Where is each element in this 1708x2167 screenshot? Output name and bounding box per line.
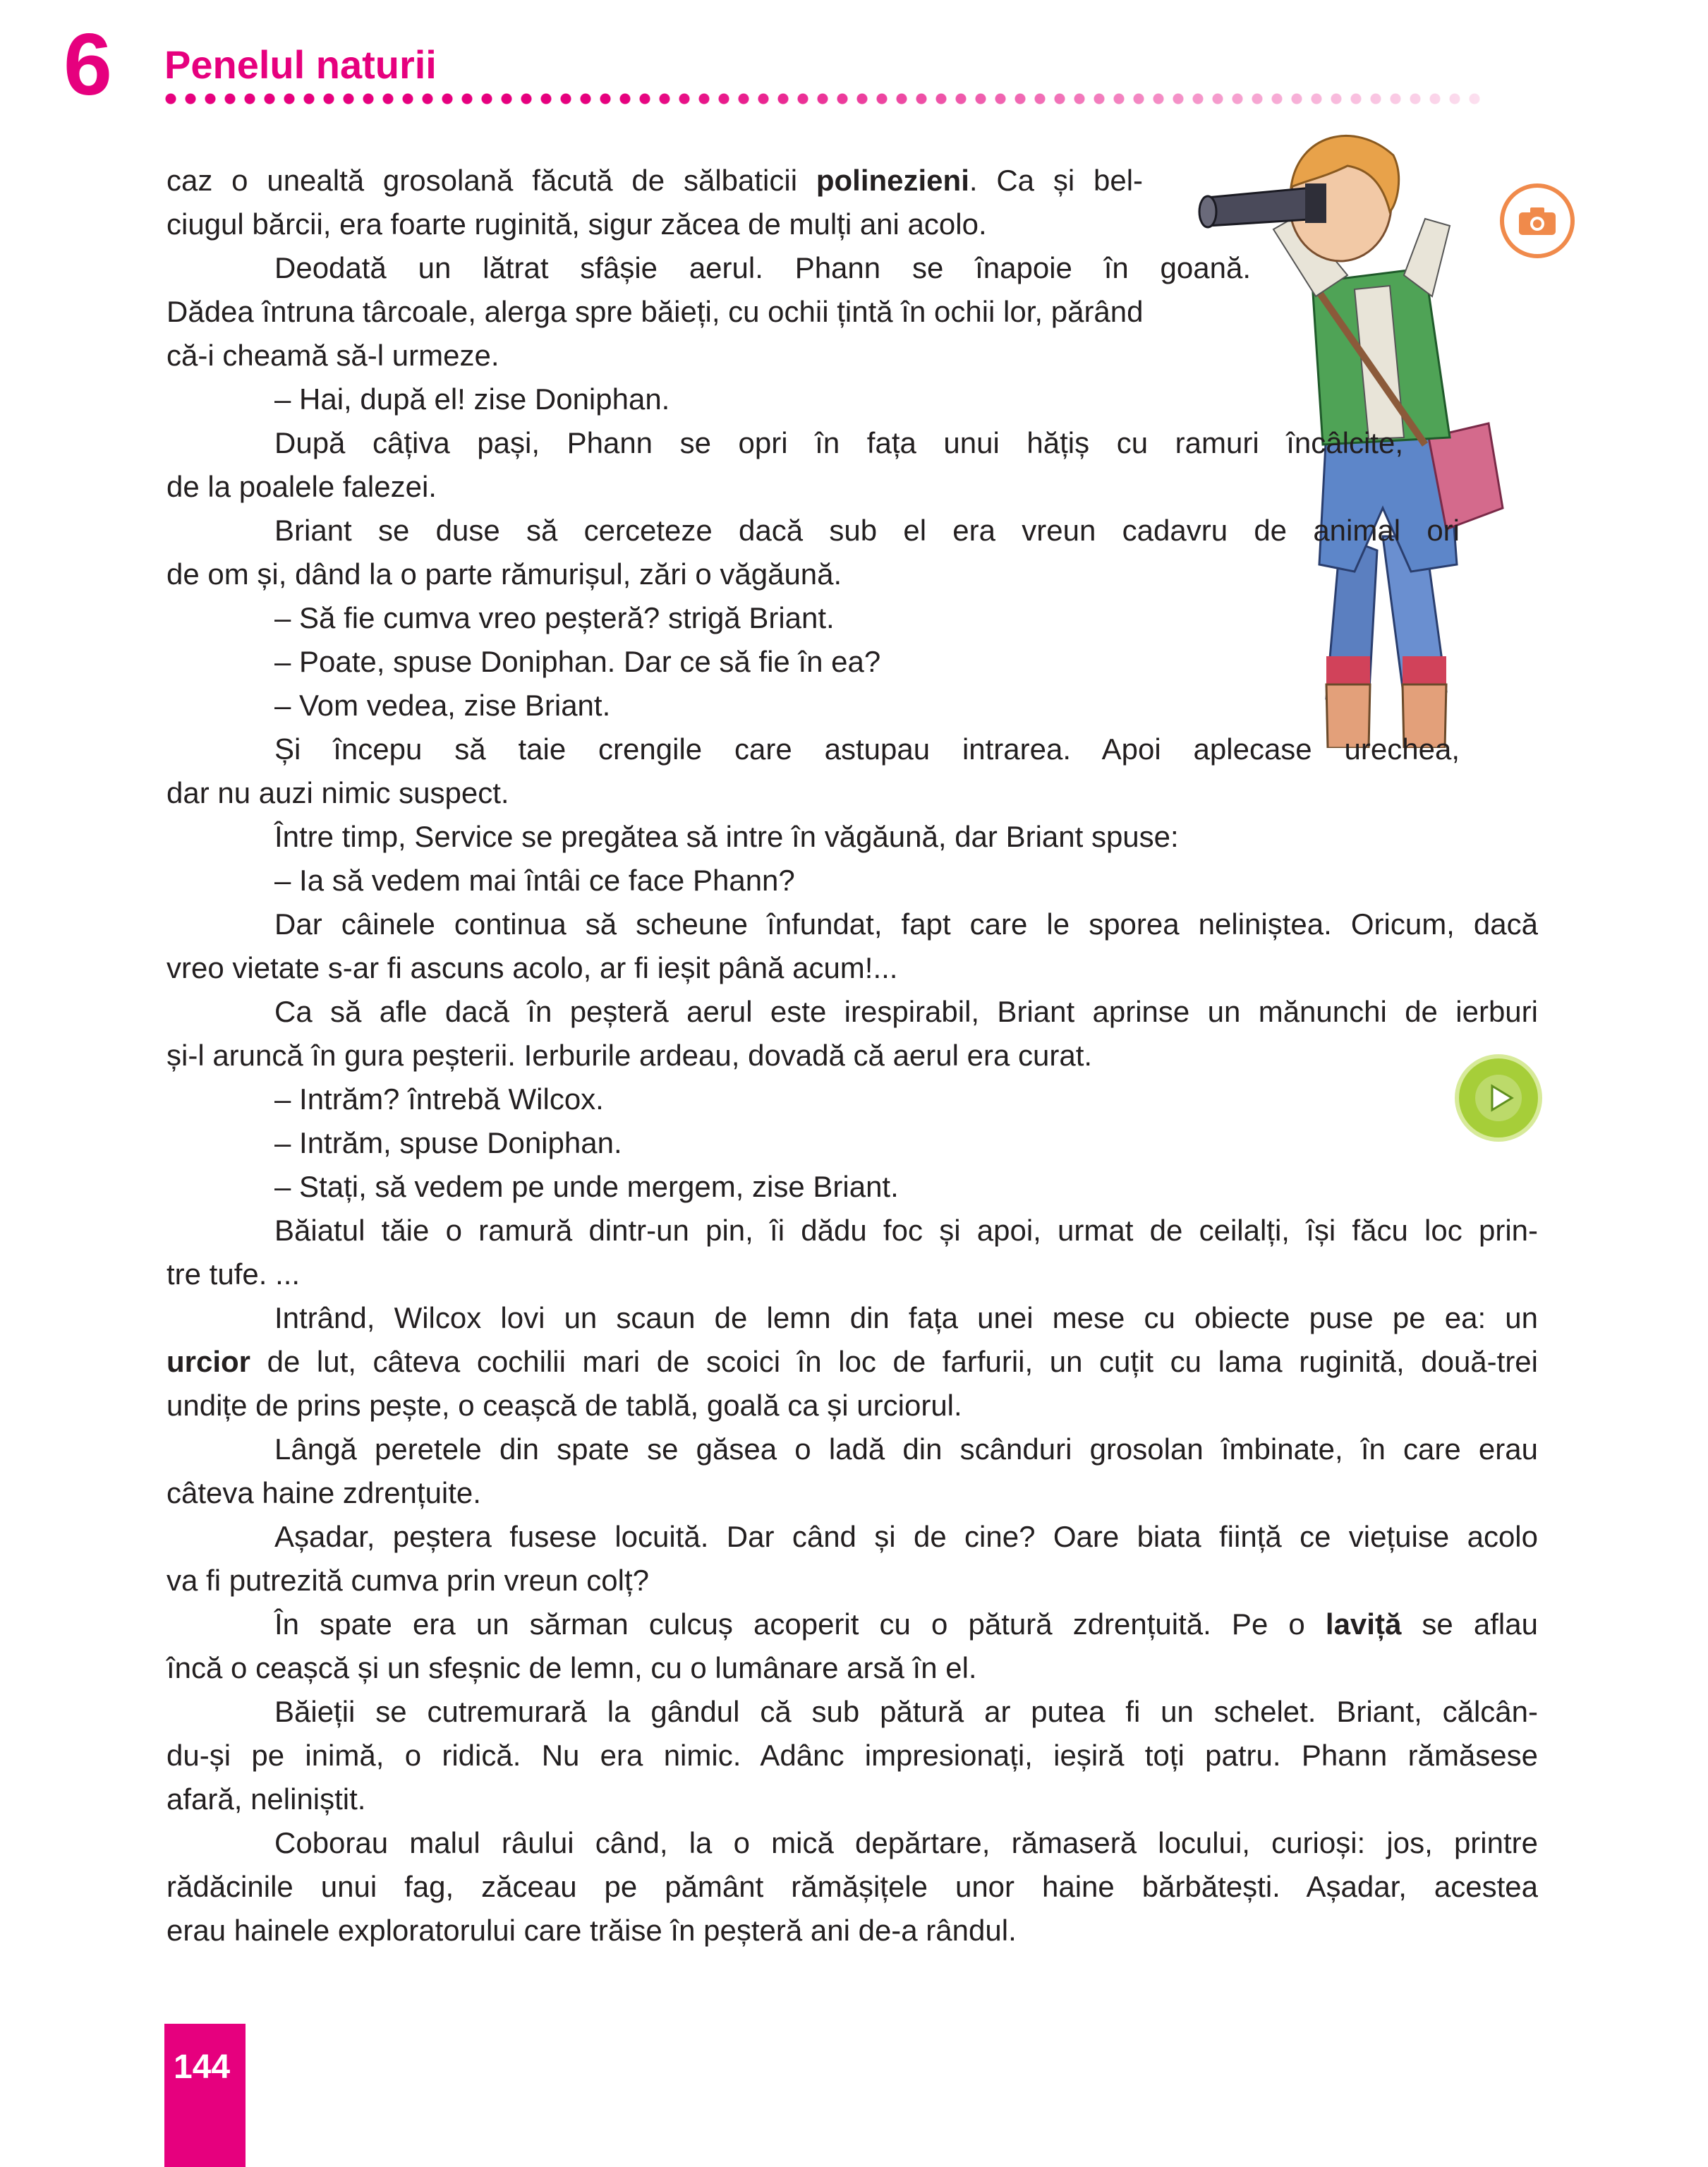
line-text: După câțiva pași, Phann se opri în fața unui hățiș cu ramuri încâlcite, [274,426,1403,459]
text-line [166,946,1538,990]
line-text: Dădea întruna târcoale, alerga spre băieți, cu ochii țintă în ochii lor, părând [166,295,1144,328]
text-line [166,771,1538,815]
line-text: – Intrăm? întrebă Wilcox. [274,1082,604,1116]
text-line [166,1034,1538,1078]
line-text: afară, neliniștit. [166,1782,366,1816]
line-text: erau hainele exploratorului care trăise în peșteră ani de-a rândul. [166,1914,1017,1947]
line-text: de om și, dând la o parte rămurișul, zări o văgăună. [166,557,842,591]
text-line [166,203,1143,246]
text-line [166,1121,1538,1165]
line-text: Briant se duse să cerceteze dacă sub el era vreun cadavru de animal ori [274,514,1460,547]
text-line [166,596,1460,640]
line-text: de la poalele falezei. [166,470,437,503]
line-text: încă o ceașcă și un sfeșnic de lemn, cu o lumânare arsă în el. [166,1651,977,1684]
text-line [166,421,1403,465]
text-line [166,1909,1538,1952]
line-text: Între timp, Service se pregătea să intre în văgăună, dar Briant spuse: [274,820,1179,853]
text-line [166,1777,1538,1821]
line-text: că-i cheamă să-l urmeze. [166,339,499,372]
text-line [166,728,1460,771]
text-line [166,1340,1538,1384]
line-text: Lângă peretele din spate se găsea o ladă din scânduri grosolan îmbinate, în care erau [274,1432,1538,1466]
line-text: undițe de prins pește, o ceașcă de tablă, goală ca și urciorul. [166,1389,962,1422]
line-text: Coborau malul râului când, la o mică depărtare, rămaseră locului, curioși: jos, printre [274,1826,1538,1859]
line-text: – Să fie cumva vreo peșteră? strigă Briant. [274,601,835,634]
line-text: ciugul bărcii, era foarte ruginită, sigur zăcea de mulți ani acolo. [166,207,987,241]
line-text: du-și pe inimă, o ridică. Nu era nimic. Adânc impresionați, ieșiră toți patru. Phann rămăsese [166,1739,1538,1772]
line-text: Intrând, Wilcox lovi un scaun de lemn din fața unei mese cu obiecte puse pe ea: un [274,1301,1538,1334]
text-line [166,1296,1538,1340]
text-line [166,553,1352,596]
line-text-after: . Ca și bel- [969,164,1144,197]
line-text: Băieții se cutremurară la gândul că sub pătură ar putea fi un schelet. Briant, călcân- [274,1695,1538,1728]
line-text: rădăcinile unui fag, zăceau pe pământ rămășițele unor haine bărbătești. Așadar, acestea [166,1870,1538,1903]
text-line [166,1734,1538,1777]
page-number-box [164,2024,246,2167]
bold-word: urcior [166,1345,251,1378]
page-number: 144 [174,2048,231,2086]
line-text: Dar câinele continua să scheune înfundat, fapt care le sporea neliniștea. Oricum, dacă [274,907,1538,941]
text-line [166,509,1460,553]
line-text: – Stați, să vedem pe unde mergem, zise Briant. [274,1170,899,1203]
text-line [166,334,1143,378]
bold-word: polinezieni [816,164,969,197]
line-text: Și începu să taie crengile care astupau intrarea. Apoi aplecase urechea, [274,732,1460,766]
line-text: vreo vietate s-ar fi ascuns acolo, ar fi ieșit până acum!... [166,951,898,984]
text-line [166,159,1143,203]
text-line [166,1384,1538,1427]
line-text: – Intrăm, spuse Doniphan. [274,1126,622,1159]
text-line [166,1427,1538,1471]
text-line [166,815,1538,859]
text-line [166,1165,1538,1209]
line-text-after: se aflau [1401,1607,1538,1641]
line-text: Deodată un lătrat sfâșie aerul. Phann se înapoie în goană. [274,251,1251,284]
line-text: Băiatul tăie o ramură dintr-un pin, îi dădu foc și apoi, urmat de ceilalți, își făcu loc prin- [274,1214,1538,1247]
line-text: Așadar, peștera fusese locuită. Dar când și de cine? Oare biata ființă ce viețuise acolo [274,1520,1538,1553]
text-line [166,640,1460,684]
text-line [166,1865,1538,1909]
dotted-divider [161,92,1480,106]
text-line [166,859,1538,903]
line-text: În spate era un sărman culcuș acoperit cu o pătură zdrențuită. Pe o [274,1607,1326,1641]
text-line [166,1078,1538,1121]
text-line [166,246,1251,290]
text-line [166,1209,1538,1252]
line-text: – Ia să vedem mai întâi ce face Phann? [274,864,795,897]
text-line [166,1690,1538,1734]
line-text: câteva haine zdrențuite. [166,1476,481,1509]
line-text: – Hai, după el! zise Doniphan. [274,382,670,416]
text-line [166,1821,1538,1865]
text-line [166,1515,1538,1559]
text-line [166,290,1143,334]
text-line [166,990,1538,1034]
line-text: va fi putrezită cumva prin vreun colț? [166,1564,649,1597]
text-line [166,1252,1538,1296]
text-line [166,1559,1538,1602]
line-text: Ca să afle dacă în peșteră aerul este irespirabil, Briant aprinse un mănunchi de ierburi [274,995,1538,1028]
text-line [166,1646,1538,1690]
line-text: tre tufe. ... [166,1257,301,1291]
text-line [166,1602,1538,1646]
text-line [166,378,1251,421]
text-line [166,903,1538,946]
story-text [166,159,1538,1952]
line-text: – Vom vedea, zise Briant. [274,689,611,722]
line-text: și-l aruncă în gura peșterii. Ierburile ardeau, dovadă că aerul era curat. [166,1039,1093,1072]
chapter-number: 6 [63,16,112,114]
line-text: caz o unealtă grosolană făcută de sălbaticii [166,164,816,197]
chapter-title: Penelul naturii [164,42,437,87]
text-line [166,1471,1538,1515]
text-line [166,684,1460,728]
line-text: dar nu auzi nimic suspect. [166,776,509,809]
line-text: – Poate, spuse Doniphan. Dar ce să fie în ea? [274,645,881,678]
text-line [166,465,1295,509]
line-text-after: de lut, câteva cochilii mari de scoici în loc de farfurii, un cuțit cu lama ruginită, două-trei [250,1345,1538,1378]
bold-word: laviță [1325,1607,1402,1641]
